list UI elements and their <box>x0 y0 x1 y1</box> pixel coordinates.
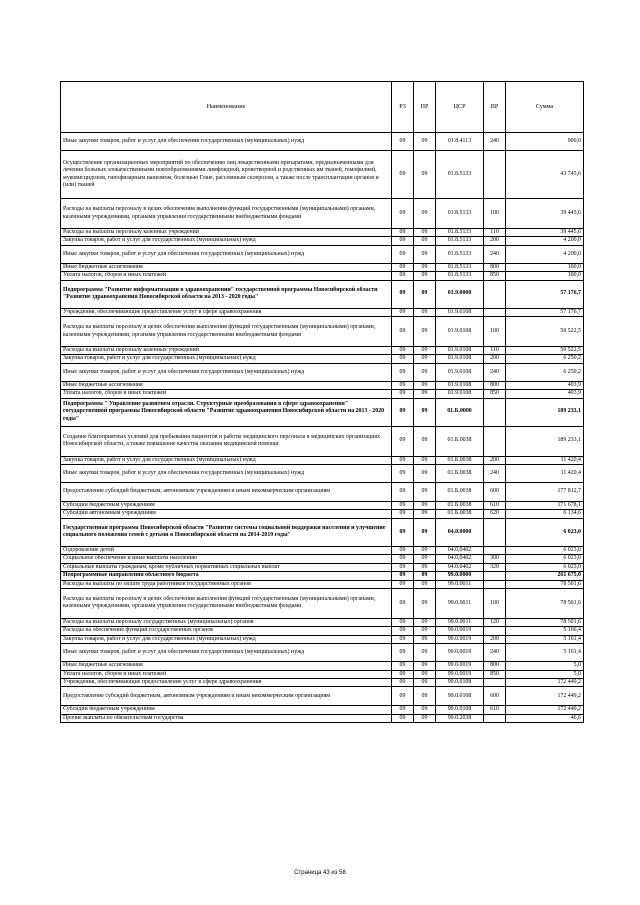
cell-pr: 09 <box>414 390 436 398</box>
cell-pr: 09 <box>414 237 436 245</box>
cell-sum: 11 420,4 <box>506 465 584 483</box>
cell-vr: 240 <box>484 245 506 263</box>
cell-name: Иные закупки товаров, работ и услуг для обеспечения государственных (муниципальных) нужд <box>61 133 392 151</box>
cell-csr: 01.Б.0038 <box>436 456 484 464</box>
cell-rz: 09 <box>392 618 414 626</box>
cell-sum: 50 522,5 <box>506 347 584 355</box>
cell-vr: 110 <box>484 347 506 355</box>
cell-rz: 09 <box>392 237 414 245</box>
cell-csr: 01.Б.0038 <box>436 483 484 502</box>
cell-vr <box>484 546 506 554</box>
cell-pr: 09 <box>414 151 436 199</box>
cell-sum: 39 445,6 <box>506 229 584 237</box>
cell-vr <box>484 518 506 546</box>
cell-vr <box>484 398 506 426</box>
cell-rz: 09 <box>392 670 414 678</box>
cell-vr: 240 <box>484 363 506 381</box>
cell-vr: 610 <box>484 502 506 510</box>
cell-csr: 99.0.0011 <box>436 618 484 626</box>
cell-sum: 189 233,1 <box>506 398 584 426</box>
cell-sum: 6 250,2 <box>506 363 584 381</box>
page-footer: Страница 43 из 58 <box>294 870 346 876</box>
cell-rz: 09 <box>392 133 414 151</box>
cell-csr: 99.0.0108 <box>436 706 484 714</box>
table-row <box>61 456 584 464</box>
table-row <box>61 245 584 263</box>
cell-pr: 09 <box>414 518 436 546</box>
cell-rz: 09 <box>392 263 414 271</box>
cell-sum: 403,9 <box>506 381 584 389</box>
table-row <box>61 237 584 245</box>
cell-csr: 04.0.0402 <box>436 555 484 563</box>
cell-pr: 09 <box>414 644 436 662</box>
cell-sum: 403,9 <box>506 390 584 398</box>
table-row <box>61 363 584 381</box>
cell-vr: 200 <box>484 635 506 643</box>
table-row <box>61 272 584 280</box>
table-row <box>61 229 584 237</box>
cell-name: Уплата налогов, сборов и иных платежей <box>61 670 392 678</box>
cell-pr: 09 <box>414 706 436 714</box>
cell-sum: 39 445,6 <box>506 199 584 229</box>
cell-rz: 09 <box>392 229 414 237</box>
cell-name: Создание благоприятных условий для пребывания пациентов и работы медицинского персонала в медицинских организациях Новосибирской области, а также повышение качества оказания медицинской помощи <box>61 426 392 456</box>
cell-vr: 610 <box>484 706 506 714</box>
cell-sum: 5 166,4 <box>506 627 584 635</box>
cell-vr: 110 <box>484 229 506 237</box>
cell-pr: 09 <box>414 263 436 271</box>
budget-document-page <box>60 81 583 723</box>
table-body <box>61 133 584 723</box>
cell-sum: 261 675,0 <box>506 572 584 580</box>
cell-pr: 09 <box>414 199 436 229</box>
table-row <box>61 355 584 363</box>
cell-name: Прочие выплаты по обязательствам государства <box>61 714 392 722</box>
cell-rz: 09 <box>392 199 414 229</box>
cell-csr: 01.8.5133 <box>436 199 484 229</box>
cell-csr: 04.0.0000 <box>436 518 484 546</box>
cell-rz: 09 <box>392 627 414 635</box>
cell-csr: 01.8.5133 <box>436 237 484 245</box>
cell-vr <box>484 151 506 199</box>
table-row <box>61 662 584 670</box>
cell-name: Расходы на выплаты персоналу казенных учреждений <box>61 347 392 355</box>
cell-sum: 5 161,4 <box>506 644 584 662</box>
cell-rz: 09 <box>392 635 414 643</box>
cell-vr <box>484 714 506 722</box>
cell-name: Предоставление субсидий бюджетным, автономным учреждениям и иным некоммерческим организациям <box>61 687 392 706</box>
cell-vr <box>484 426 506 456</box>
cell-vr: 100 <box>484 199 506 229</box>
cell-rz: 09 <box>392 502 414 510</box>
cell-vr: 600 <box>484 483 506 502</box>
cell-name: Расходы на выплаты персоналу государственных (муниципальных) органов <box>61 618 392 626</box>
table-row <box>61 133 584 151</box>
table-row <box>61 510 584 518</box>
cell-csr: 99.0.0011 <box>436 588 484 618</box>
cell-name: Иные закупки товаров, работ и услуг для обеспечения государственных (муниципальных) нужд <box>61 465 392 483</box>
cell-rz: 09 <box>392 510 414 518</box>
cell-csr: 01.9.0108 <box>436 355 484 363</box>
cell-vr <box>484 627 506 635</box>
cell-rz: 09 <box>392 678 414 686</box>
cell-vr <box>484 572 506 580</box>
cell-pr: 09 <box>414 398 436 426</box>
cell-vr: 200 <box>484 237 506 245</box>
cell-name: Расходы на обеспечение функций государственных органов <box>61 627 392 635</box>
cell-name: Иные бюджетные ассигнования <box>61 662 392 670</box>
cell-name: Иные бюджетные ассигнования <box>61 381 392 389</box>
cell-csr: 99.0.0019 <box>436 627 484 635</box>
cell-pr: 09 <box>414 483 436 502</box>
table-header <box>61 82 584 133</box>
cell-rz: 09 <box>392 714 414 722</box>
table-row <box>61 714 584 722</box>
cell-pr: 09 <box>414 510 436 518</box>
cell-pr: 09 <box>414 456 436 464</box>
cell-csr: 01.8.5133 <box>436 263 484 271</box>
cell-csr: 99.0.2038 <box>436 714 484 722</box>
cell-rz: 09 <box>392 151 414 199</box>
cell-vr: 850 <box>484 390 506 398</box>
table-row <box>61 644 584 662</box>
cell-csr: 99.0.0011 <box>436 580 484 588</box>
cell-name: Расходы на выплаты персоналу в целях обеспечения выполнения функций государственными (муниципальными) органами, казенными учреждениями, органами управления государственными внебюджетными фондами <box>61 317 392 347</box>
cell-rz: 09 <box>392 572 414 580</box>
cell-name: Закупка товаров, работ и услуг для государственных (муниципальных) нужд <box>61 355 392 363</box>
cell-name: Расходы на выплаты по оплате труда работников государственных органов <box>61 580 392 588</box>
cell-name: Субсидии бюджетным учреждениям <box>61 502 392 510</box>
cell-name: Социальное обеспечение и иные выплаты населению <box>61 555 392 563</box>
cell-csr: 99.0.0019 <box>436 670 484 678</box>
cell-rz: 09 <box>392 381 414 389</box>
cell-name: Предоставление субсидий бюджетным, автономным учреждениям и иным некоммерческим организациям <box>61 483 392 502</box>
cell-rz: 09 <box>392 245 414 263</box>
cell-sum: 6 023,0 <box>506 518 584 546</box>
cell-sum: 6 250,2 <box>506 355 584 363</box>
cell-csr: 01.Б.0038 <box>436 510 484 518</box>
cell-vr: 300 <box>484 555 506 563</box>
cell-name: Уплата налогов, сборов и иных платежей <box>61 390 392 398</box>
cell-pr: 09 <box>414 245 436 263</box>
cell-rz: 09 <box>392 706 414 714</box>
cell-sum: 189 233,1 <box>506 426 584 456</box>
cell-rz: 09 <box>392 426 414 456</box>
cell-sum: 5,0 <box>506 670 584 678</box>
cell-csr: 01.Б.0038 <box>436 465 484 483</box>
cell-rz: 09 <box>392 662 414 670</box>
cell-pr: 09 <box>414 714 436 722</box>
cell-name: Учреждения, обеспечивающие предоставление услуг в сфере здравоохранения <box>61 678 392 686</box>
cell-rz: 09 <box>392 644 414 662</box>
cell-csr: 99.0.0019 <box>436 635 484 643</box>
cell-name: Расходы на выплаты персоналу в целях обеспечения выполнения функций государственными (муниципальными) органами, казенными учреждениями, органами управления государственными внебюджетными фондами <box>61 588 392 618</box>
cell-vr: 800 <box>484 662 506 670</box>
table-row <box>61 347 584 355</box>
table-row <box>61 308 584 316</box>
table-row <box>61 151 584 199</box>
cell-rz: 09 <box>392 280 414 308</box>
cell-csr: 01.9.0108 <box>436 308 484 316</box>
cell-vr: 200 <box>484 355 506 363</box>
cell-name: Закупка товаров, работ и услуг для государственных (муниципальных) нужд <box>61 237 392 245</box>
cell-name: Иные закупки товаров, работ и услуг для обеспечения государственных (муниципальных) нужд <box>61 644 392 662</box>
cell-vr: 800 <box>484 263 506 271</box>
cell-pr: 09 <box>414 229 436 237</box>
cell-sum: 6 134,6 <box>506 510 584 518</box>
header-rz: РЗ <box>392 82 414 133</box>
cell-sum: 900,0 <box>506 133 584 151</box>
cell-csr: 01.9.0108 <box>436 347 484 355</box>
cell-name: Иные бюджетные ассигнования <box>61 263 392 271</box>
cell-pr: 09 <box>414 133 436 151</box>
cell-pr: 09 <box>414 546 436 554</box>
cell-pr: 09 <box>414 502 436 510</box>
cell-name: Социальные выплаты гражданам, кроме публичных нормативных социальных выплат <box>61 563 392 571</box>
table-row <box>61 635 584 643</box>
cell-name: Субсидии бюджетным учреждениям <box>61 706 392 714</box>
table-row <box>61 572 584 580</box>
header-pr: ПР <box>414 82 436 133</box>
cell-csr: 99.0.0108 <box>436 687 484 706</box>
cell-rz: 09 <box>392 588 414 618</box>
cell-vr: 620 <box>484 510 506 518</box>
header-name: Наименование <box>61 82 392 133</box>
cell-pr: 09 <box>414 272 436 280</box>
cell-sum: 50 522,5 <box>506 317 584 347</box>
cell-sum: 6 023,0 <box>506 555 584 563</box>
table-row <box>61 627 584 635</box>
cell-pr: 09 <box>414 426 436 456</box>
cell-sum: 177 812,7 <box>506 483 584 502</box>
cell-pr: 09 <box>414 687 436 706</box>
cell-csr: 01.9.0000 <box>436 280 484 308</box>
cell-pr: 09 <box>414 381 436 389</box>
cell-pr: 09 <box>414 670 436 678</box>
cell-sum: 57 176,7 <box>506 280 584 308</box>
cell-name: Субсидии автономным учреждениям <box>61 510 392 518</box>
cell-pr: 09 <box>414 627 436 635</box>
cell-sum: 11 420,4 <box>506 456 584 464</box>
cell-csr: 01.8.4113 <box>436 133 484 151</box>
cell-pr: 09 <box>414 308 436 316</box>
cell-csr: 01.Б.0000 <box>436 398 484 426</box>
cell-sum: 6 023,0 <box>506 546 584 554</box>
cell-rz: 09 <box>392 347 414 355</box>
cell-pr: 09 <box>414 572 436 580</box>
cell-vr: 240 <box>484 133 506 151</box>
cell-csr: 01.Б.0038 <box>436 502 484 510</box>
cell-vr: 200 <box>484 456 506 464</box>
cell-rz: 09 <box>392 317 414 347</box>
cell-rz: 09 <box>392 555 414 563</box>
cell-vr <box>484 678 506 686</box>
cell-vr: 100 <box>484 588 506 618</box>
cell-sum: 172 449,2 <box>506 687 584 706</box>
cell-pr: 09 <box>414 678 436 686</box>
table-row <box>61 546 584 554</box>
cell-csr: 99.0.0108 <box>436 678 484 686</box>
table-row <box>61 618 584 626</box>
cell-sum: 78 501,6 <box>506 618 584 626</box>
cell-name: Государственная программа Новосибирской области "Развитие системы социальной поддержки населения и улучшение социального положения семей с детьми в Новосибирской области на 2014-2019 годы" <box>61 518 392 546</box>
table-row <box>61 555 584 563</box>
cell-rz: 09 <box>392 355 414 363</box>
cell-sum: 46,6 <box>506 714 584 722</box>
cell-csr: 99.0.0019 <box>436 644 484 662</box>
cell-vr: 600 <box>484 687 506 706</box>
cell-csr: 01.8.5133 <box>436 151 484 199</box>
cell-sum: 57 176,7 <box>506 308 584 316</box>
cell-rz: 09 <box>392 363 414 381</box>
cell-vr: 100 <box>484 317 506 347</box>
cell-rz: 09 <box>392 272 414 280</box>
table-row <box>61 588 584 618</box>
header-csr: ЦСР <box>436 82 484 133</box>
table-row <box>61 563 584 571</box>
cell-pr: 09 <box>414 363 436 381</box>
cell-csr: 01.Б.0038 <box>436 426 484 456</box>
table-row <box>61 317 584 347</box>
cell-pr: 09 <box>414 347 436 355</box>
header-vr: ВР <box>484 82 506 133</box>
cell-sum: 78 501,6 <box>506 588 584 618</box>
cell-name: Расходы на выплаты персоналу в целях обеспечения выполнения функций государственными (муниципальными) органами, казенными учреждениями, органами управления государственными внебюджетными фондами <box>61 199 392 229</box>
cell-sum: 4 200,0 <box>506 245 584 263</box>
cell-rz: 09 <box>392 563 414 571</box>
cell-rz: 09 <box>392 398 414 426</box>
cell-sum: 171 678,1 <box>506 502 584 510</box>
table-row <box>61 687 584 706</box>
cell-vr: 240 <box>484 465 506 483</box>
cell-name: Непрограммные направления областного бюджета <box>61 572 392 580</box>
cell-vr: 320 <box>484 563 506 571</box>
cell-csr: 99.0.0000 <box>436 572 484 580</box>
cell-csr: 01.9.0108 <box>436 363 484 381</box>
cell-pr: 09 <box>414 555 436 563</box>
table-row <box>61 390 584 398</box>
cell-csr: 01.9.0108 <box>436 381 484 389</box>
cell-csr: 01.9.0108 <box>436 317 484 347</box>
cell-vr: 850 <box>484 272 506 280</box>
cell-sum: 78 501,6 <box>506 580 584 588</box>
cell-csr: 04.0.0402 <box>436 563 484 571</box>
cell-name: Осуществление организационных мероприятий по обеспечению лиц лекарственными препаратами, предназначенными для лечения больных злокачественными новообразованиями лимфоидной, кроветворной и родственных им тканей, гемофилией, муковисцидозом, гипофизарным нанизмом, болезнью Гоше, рассеянным склерозом, а также после трансплантации органов и (или) тканей <box>61 151 392 199</box>
cell-csr: 04.0.0402 <box>436 546 484 554</box>
cell-rz: 09 <box>392 580 414 588</box>
cell-pr: 09 <box>414 465 436 483</box>
cell-name: Расходы на выплаты персоналу казенных учреждений <box>61 229 392 237</box>
budget-table <box>60 81 584 723</box>
cell-csr: 01.8.5133 <box>436 272 484 280</box>
cell-name: Закупка товаров, работ и услуг для государственных (муниципальных) нужд <box>61 635 392 643</box>
cell-vr: 850 <box>484 670 506 678</box>
cell-pr: 09 <box>414 588 436 618</box>
cell-vr <box>484 308 506 316</box>
cell-pr: 09 <box>414 355 436 363</box>
cell-csr: 01.8.5133 <box>436 229 484 237</box>
cell-rz: 09 <box>392 390 414 398</box>
cell-sum: 172 449,2 <box>506 678 584 686</box>
cell-sum: 100,0 <box>506 263 584 271</box>
cell-rz: 09 <box>392 687 414 706</box>
cell-name: Закупка товаров, работ и услуг для государственных (муниципальных) нужд <box>61 456 392 464</box>
cell-pr: 09 <box>414 635 436 643</box>
cell-sum: 4 200,0 <box>506 237 584 245</box>
cell-sum: 100,0 <box>506 272 584 280</box>
cell-name: Оздоровление детей <box>61 546 392 554</box>
cell-sum: 5 161,4 <box>506 635 584 643</box>
table-row <box>61 580 584 588</box>
cell-rz: 09 <box>392 483 414 502</box>
cell-sum: 172 449,2 <box>506 706 584 714</box>
cell-pr: 09 <box>414 317 436 347</box>
table-row <box>61 381 584 389</box>
cell-name: Иные закупки товаров, работ и услуг для обеспечения государственных (муниципальных) нужд <box>61 363 392 381</box>
cell-name: Учреждения, обеспечивающие предоставление услуг в сфере здравоохранения <box>61 308 392 316</box>
cell-name: Уплата налогов, сборов и иных платежей <box>61 272 392 280</box>
table-row <box>61 670 584 678</box>
table-row <box>61 465 584 483</box>
table-row <box>61 706 584 714</box>
table-row <box>61 263 584 271</box>
table-row <box>61 678 584 686</box>
cell-name: Подпрограмма "Развитие информатизации в здравоохранении" государственной программы Новосибирской области "Развитие здравоохранения Новосибирской области на 2013 - 2020 годы" <box>61 280 392 308</box>
cell-vr <box>484 280 506 308</box>
cell-rz: 09 <box>392 518 414 546</box>
cell-vr: 800 <box>484 381 506 389</box>
table-row <box>61 483 584 502</box>
cell-sum: 5,0 <box>506 662 584 670</box>
table-row <box>61 199 584 229</box>
table-row <box>61 426 584 456</box>
cell-vr <box>484 580 506 588</box>
cell-csr: 01.8.5133 <box>436 245 484 263</box>
table-row <box>61 280 584 308</box>
table-row <box>61 398 584 426</box>
cell-rz: 09 <box>392 546 414 554</box>
cell-rz: 09 <box>392 308 414 316</box>
cell-name: Иные закупки товаров, работ и услуг для обеспечения государственных (муниципальных) нужд <box>61 245 392 263</box>
cell-rz: 09 <box>392 465 414 483</box>
cell-rz: 09 <box>392 456 414 464</box>
table-row <box>61 502 584 510</box>
cell-pr: 09 <box>414 563 436 571</box>
cell-csr: 01.9.0108 <box>436 390 484 398</box>
cell-pr: 09 <box>414 662 436 670</box>
cell-vr: 120 <box>484 618 506 626</box>
cell-sum: 6 023,0 <box>506 563 584 571</box>
cell-sum: 43 745,6 <box>506 151 584 199</box>
cell-pr: 09 <box>414 280 436 308</box>
cell-vr: 240 <box>484 644 506 662</box>
cell-pr: 09 <box>414 580 436 588</box>
cell-name: Подпрограмма " Управление развитием отрасли. Структурные преобразования в сфере здравоохранения" государственной программы Новосибирской области "Развитие здравоохранения Новосибирской области на 2013 - 2020 годы" <box>61 398 392 426</box>
header-sum: Сумма <box>506 82 584 133</box>
cell-csr: 99.0.0019 <box>436 662 484 670</box>
cell-pr: 09 <box>414 618 436 626</box>
table-row <box>61 518 584 546</box>
